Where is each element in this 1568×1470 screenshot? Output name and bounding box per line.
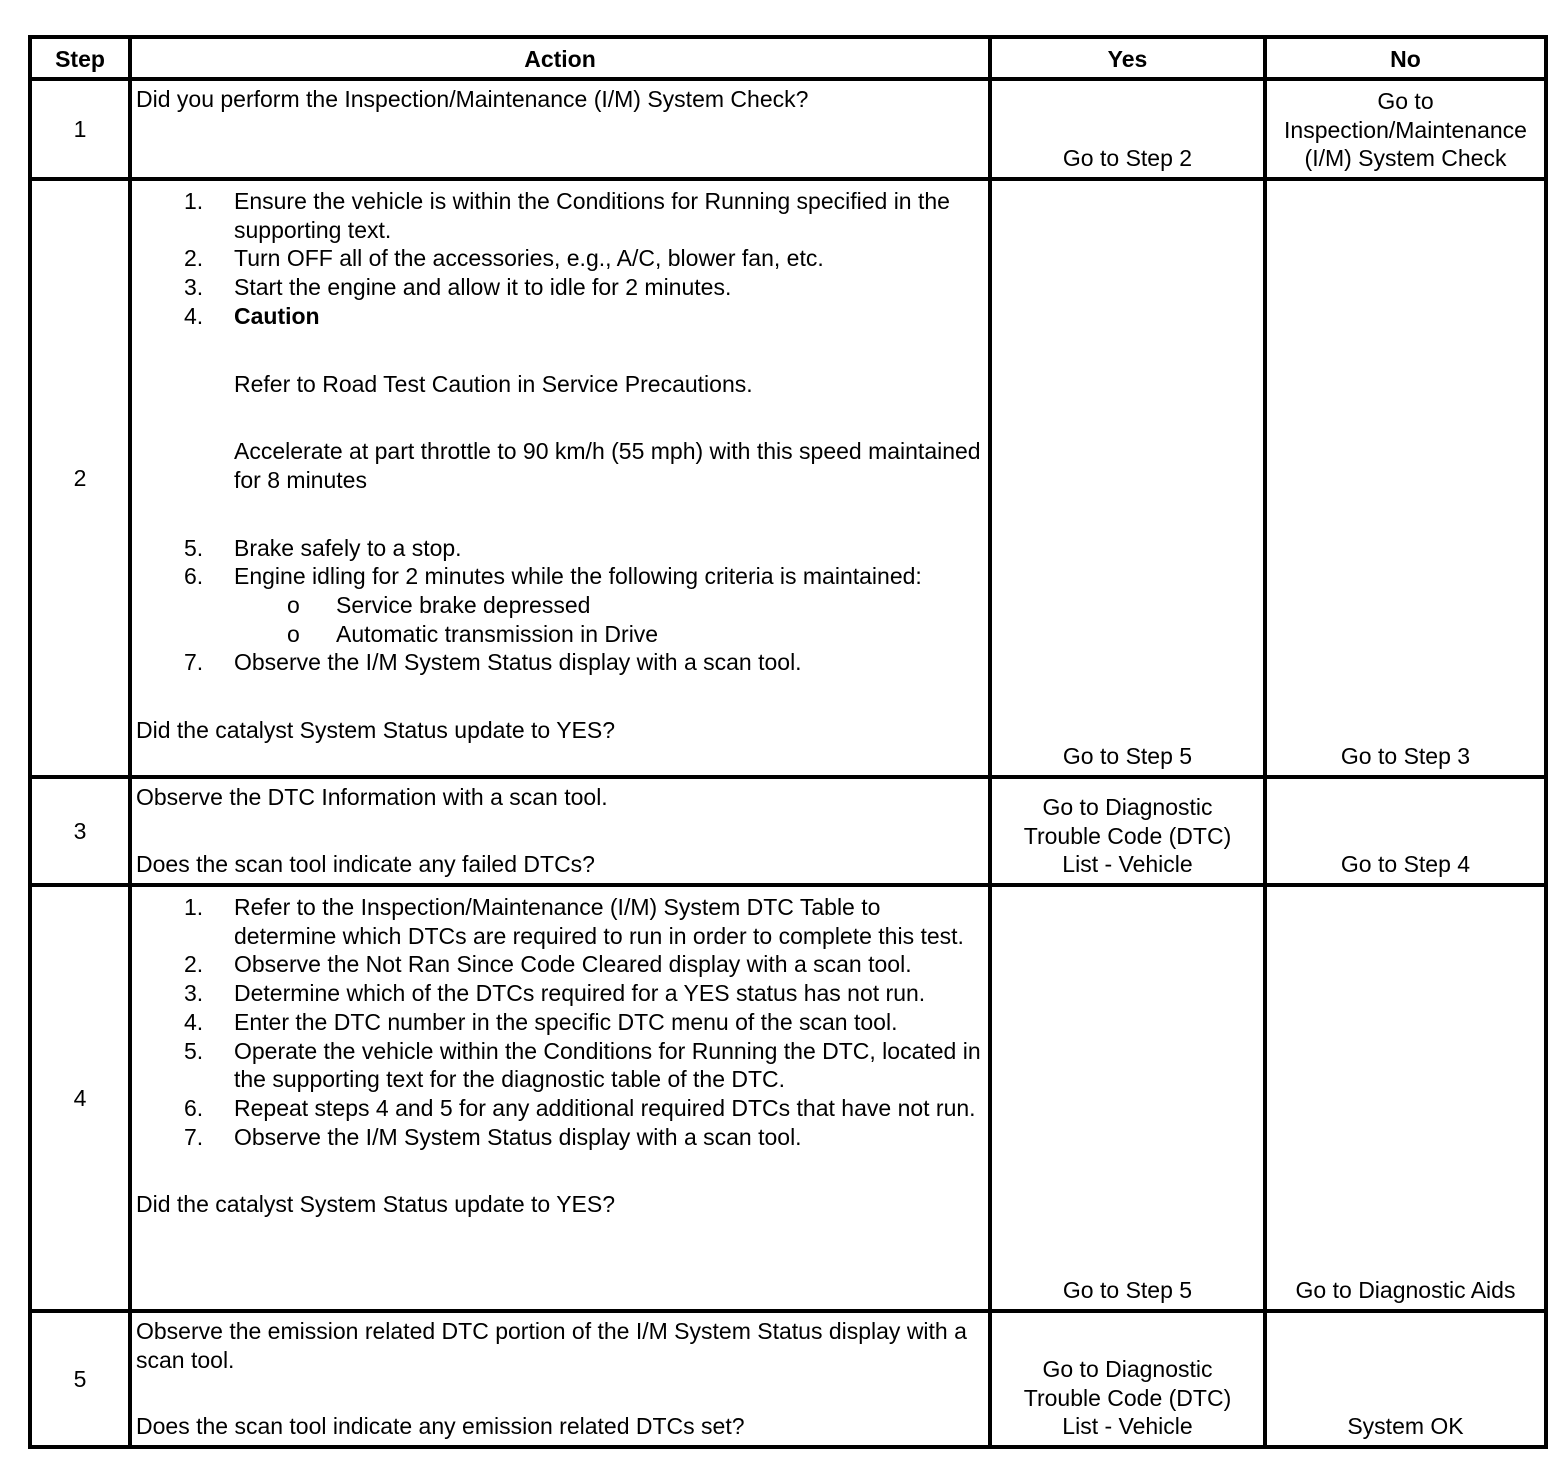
item-text: Turn OFF all of the accessories, e.g., A/C, blower fan, etc. xyxy=(234,245,824,272)
criteria-text: Service brake depressed xyxy=(336,592,591,619)
action-instruction: Observe the DTC Information with a scan tool. xyxy=(136,784,608,810)
item-text: Engine idling for 2 minutes while the following criteria is maintained: xyxy=(234,563,922,590)
step-number: 4 xyxy=(30,885,130,1311)
item-text: Determine which of the DTCs required for a YES status has not run. xyxy=(234,980,926,1007)
procedure-list xyxy=(136,893,984,1151)
action-question: Did the catalyst System Status update to YES? xyxy=(136,717,616,744)
table-row-step-5 xyxy=(30,1311,1546,1447)
procedure-item xyxy=(136,648,984,677)
no-result: Go to Diagnostic Aids xyxy=(1265,885,1546,1311)
procedure-item xyxy=(136,187,984,244)
procedure-item xyxy=(136,979,984,1008)
item-number: 1. xyxy=(184,894,204,920)
item-number: 7. xyxy=(184,649,204,676)
no-result-line: Go to xyxy=(1377,87,1434,114)
yes-result: Go to Step 2 xyxy=(990,79,1265,179)
table-row-step-2 xyxy=(30,179,1546,777)
criteria-item xyxy=(136,591,984,620)
header-action: Action xyxy=(130,37,990,79)
action-cell xyxy=(130,777,990,885)
no-result: Go to Step 3 xyxy=(1265,179,1546,777)
criteria-list xyxy=(136,591,984,648)
action-question: Does the scan tool indicate any emission related DTCs set? xyxy=(136,1413,745,1440)
action-instruction: Observe the emission related DTC portion of the I/M System Status display with a scan tool. xyxy=(136,1318,967,1373)
step-number: 1 xyxy=(30,79,130,179)
procedure-item xyxy=(136,1037,984,1094)
criteria-text: Automatic transmission in Drive xyxy=(336,620,659,647)
no-result-line: (I/M) System Check xyxy=(1304,145,1507,172)
item-text: Brake safely to a stop. xyxy=(234,534,462,561)
header-step: Step xyxy=(30,37,130,79)
table-row-step-4 xyxy=(30,885,1546,1311)
procedure-item xyxy=(136,534,984,563)
item-number: 4. xyxy=(184,302,204,329)
item-number: 6. xyxy=(184,1094,204,1121)
procedure-item xyxy=(136,1094,984,1123)
item-text: Observe the I/M System Status display with a scan tool. xyxy=(234,649,802,676)
no-result-line: Inspection/Maintenance xyxy=(1284,116,1527,143)
header-no: No xyxy=(1265,37,1546,79)
procedure-item xyxy=(136,1123,984,1152)
yes-result xyxy=(990,1311,1265,1447)
procedure-item xyxy=(136,302,984,495)
item-number: 1. xyxy=(184,188,204,214)
no-result xyxy=(1265,79,1546,179)
item-number: 6. xyxy=(184,563,204,590)
item-number: 4. xyxy=(184,1008,204,1035)
procedure-item xyxy=(136,273,984,302)
table-row-step-3 xyxy=(30,777,1546,885)
step-number: 5 xyxy=(30,1311,130,1447)
no-result: System OK xyxy=(1265,1311,1546,1447)
procedure-item xyxy=(136,1008,984,1037)
yes-result xyxy=(990,777,1265,885)
procedure-item xyxy=(136,950,984,979)
table-header-row xyxy=(30,37,1546,79)
yes-result: Go to Step 5 xyxy=(990,885,1265,1311)
yes-result-line: Go to Diagnostic xyxy=(1042,1355,1213,1382)
action-cell xyxy=(130,1311,990,1447)
diagnostic-table xyxy=(28,35,1548,1449)
item-text: Start the engine and allow it to idle for 2 minutes. xyxy=(234,274,732,301)
yes-result: Go to Step 5 xyxy=(990,179,1265,777)
no-result: Go to Step 4 xyxy=(1265,777,1546,885)
procedure-item xyxy=(136,562,984,591)
item-text: Enter the DTC number in the specific DTC menu of the scan tool. xyxy=(234,1008,898,1035)
yes-result-line: List - Vehicle xyxy=(1062,851,1193,878)
item-number: 2. xyxy=(184,951,204,978)
yes-result-line: Go to Diagnostic xyxy=(1042,793,1213,820)
procedure-list xyxy=(136,648,984,677)
yes-result-line: List - Vehicle xyxy=(1062,1413,1193,1440)
item-number: 3. xyxy=(184,274,204,301)
procedure-list xyxy=(136,187,984,591)
table-row-step-1 xyxy=(30,79,1546,179)
item-number: 5. xyxy=(184,1037,204,1064)
procedure-item xyxy=(136,893,984,950)
step-number: 3 xyxy=(30,777,130,885)
item-text: Observe the Not Ran Since Code Cleared display with a scan tool. xyxy=(234,951,912,978)
action-question: Did you perform the Inspection/Maintenance (I/M) System Check? xyxy=(136,86,809,112)
item-number: 3. xyxy=(184,980,204,1007)
yes-result-line: Trouble Code (DTC) xyxy=(1023,1384,1232,1411)
step-number: 2 xyxy=(30,179,130,777)
item-text: Accelerate at part throttle to 90 km/h (55 mph) with this speed maintained for 8 minutes xyxy=(234,438,981,493)
action-cell xyxy=(130,179,990,777)
action-cell xyxy=(130,885,990,1311)
item-number: 5. xyxy=(184,534,204,561)
action-cell xyxy=(130,79,990,179)
yes-result-line: Trouble Code (DTC) xyxy=(1023,822,1232,849)
item-number: 7. xyxy=(184,1123,204,1150)
header-yes: Yes xyxy=(990,37,1265,79)
criteria-item xyxy=(136,620,984,649)
item-text: Refer to the Inspection/Maintenance (I/M) System DTC Table to determine which DTCs are required to run in order to complete this test. xyxy=(234,894,964,949)
item-text: Observe the I/M System Status display with a scan tool. xyxy=(234,1123,802,1150)
action-question: Did the catalyst System Status update to YES? xyxy=(136,1191,616,1218)
action-question: Does the scan tool indicate any failed DTCs? xyxy=(136,850,595,877)
caution-text: Refer to Road Test Caution in Service Precautions. xyxy=(234,370,753,397)
procedure-item xyxy=(136,244,984,273)
item-text: Repeat steps 4 and 5 for any additional required DTCs that have not run. xyxy=(234,1094,976,1121)
bullet-icon: o xyxy=(287,620,300,647)
item-text: Operate the vehicle within the Conditions for Running the DTC, located in the supporting text for the diagnostic table of the DTC. xyxy=(234,1037,981,1093)
bullet-icon: o xyxy=(287,592,300,619)
item-text: Ensure the vehicle is within the Conditions for Running specified in the supporting text. xyxy=(234,188,950,243)
caution-title: Caution xyxy=(234,302,320,329)
item-number: 2. xyxy=(184,245,204,272)
